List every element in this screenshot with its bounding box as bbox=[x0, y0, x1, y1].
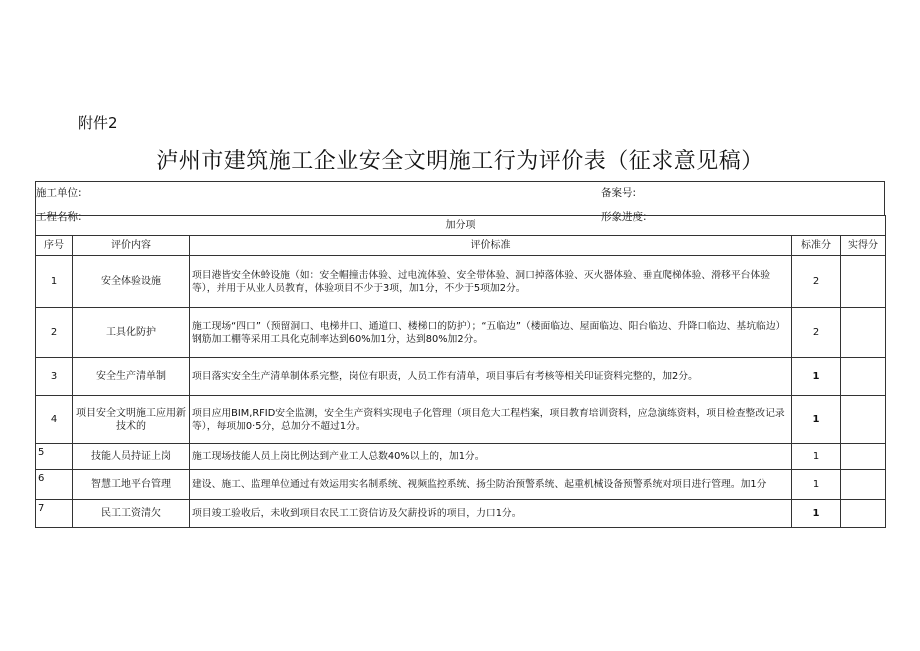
row-actual-score bbox=[841, 444, 886, 470]
row-score: 1 bbox=[792, 470, 841, 500]
row-actual-score bbox=[841, 358, 886, 396]
col-standard-score: 标准分 bbox=[792, 236, 841, 256]
row-content: 智慧工地平台管理 bbox=[73, 470, 190, 500]
table-row bbox=[36, 500, 886, 528]
row-actual-score bbox=[841, 256, 886, 308]
form-header bbox=[35, 181, 885, 223]
row-seq: 5 bbox=[36, 444, 73, 470]
section-row bbox=[36, 216, 886, 236]
row-seq: 7 bbox=[36, 500, 73, 528]
attachment-label: 附件2 bbox=[78, 114, 118, 132]
col-seq: 序号 bbox=[36, 236, 73, 256]
row-criteria: 项目港皆安全休蛉设施（如：安全帽撞击体验、过电流体验、安全带体验、洞口掉落体验、灭火器体验、垂直爬梯体验、滑移平台体验等），并用于从业人员教育，体验项目不少于3项，加1分，不少于5项加2分。 bbox=[190, 256, 792, 308]
row-seq: 2 bbox=[36, 308, 73, 358]
row-actual-score bbox=[841, 308, 886, 358]
row-criteria: 项目应用BIM,RFID安全监测，安全生产资料实现电子化管理（项目危大工程档案，项目教育培训资料，应急演练资料，项目检查整改记录等），每项加0·5分，总加分不超过1分。 bbox=[190, 396, 792, 444]
section-title: 加分项 bbox=[36, 216, 886, 236]
row-score: 1 bbox=[792, 444, 841, 470]
row-score: 1 bbox=[792, 358, 841, 396]
col-actual-score: 实得分 bbox=[841, 236, 886, 256]
project-name-label: 工程名称: bbox=[36, 211, 82, 223]
table-row bbox=[36, 358, 886, 396]
row-actual-score bbox=[841, 396, 886, 444]
row-content: 安全生产清单制 bbox=[73, 358, 190, 396]
construction-unit-label: 施工单位: bbox=[36, 187, 82, 199]
row-criteria: 项目竣工验收后，未收到项目农民工工资信访及欠薪投诉的项目，力口1分。 bbox=[190, 500, 792, 528]
row-seq: 4 bbox=[36, 396, 73, 444]
table-row bbox=[36, 470, 886, 500]
row-content: 技能人员持证上岗 bbox=[73, 444, 190, 470]
row-content: 民工工资清欠 bbox=[73, 500, 190, 528]
row-seq: 3 bbox=[36, 358, 73, 396]
evaluation-table bbox=[35, 215, 886, 528]
row-criteria: 施工现场技能人员上岗比例达到产业工人总数40%以上的，加1分。 bbox=[190, 444, 792, 470]
row-content: 工具化防护 bbox=[73, 308, 190, 358]
row-seq: 6 bbox=[36, 470, 73, 500]
col-content: 评价内容 bbox=[73, 236, 190, 256]
progress-label: 形象进度: bbox=[601, 211, 647, 223]
row-content: 项目安全文明施工应用新技术的 bbox=[73, 396, 190, 444]
table-row bbox=[36, 308, 886, 358]
table-row bbox=[36, 444, 886, 470]
column-header-row bbox=[36, 236, 886, 256]
row-score: 2 bbox=[792, 256, 841, 308]
page-title: 泸州市建筑施工企业安全文明施工行为评价表（征求意见稿） bbox=[156, 149, 764, 174]
row-seq: 1 bbox=[36, 256, 73, 308]
row-score: 1 bbox=[792, 500, 841, 528]
row-content: 安全体验设施 bbox=[73, 256, 190, 308]
table-row bbox=[36, 396, 886, 444]
row-score: 2 bbox=[792, 308, 841, 358]
row-criteria: 项目落实安全生产清单制体系完整，岗位有职责，人员工作有清单，项目事后有考核等相关印证资料完整的，加2分。 bbox=[190, 358, 792, 396]
row-actual-score bbox=[841, 500, 886, 528]
row-score: 1 bbox=[792, 396, 841, 444]
row-actual-score bbox=[841, 470, 886, 500]
row-criteria: 建设、施工、监理单位通过有效运用实名制系统、视频监控系统、扬尘防治预警系统、起重机械设备预警系统对项目进行管理。加1分 bbox=[190, 470, 792, 500]
record-no-label: 备案号: bbox=[601, 187, 637, 199]
table-row bbox=[36, 256, 886, 308]
row-criteria: 施工现场“四口”（预留洞口、电梯井口、通道口、楼梯口的防护）；“五临边”（楼面临边、屋面临边、阳台临边、升降口临边、基坑临边）钢筋加工棚等采用工具化克制率达到60%加1分，达到80%加2分。 bbox=[190, 308, 792, 358]
col-criteria: 评价标准 bbox=[190, 236, 792, 256]
